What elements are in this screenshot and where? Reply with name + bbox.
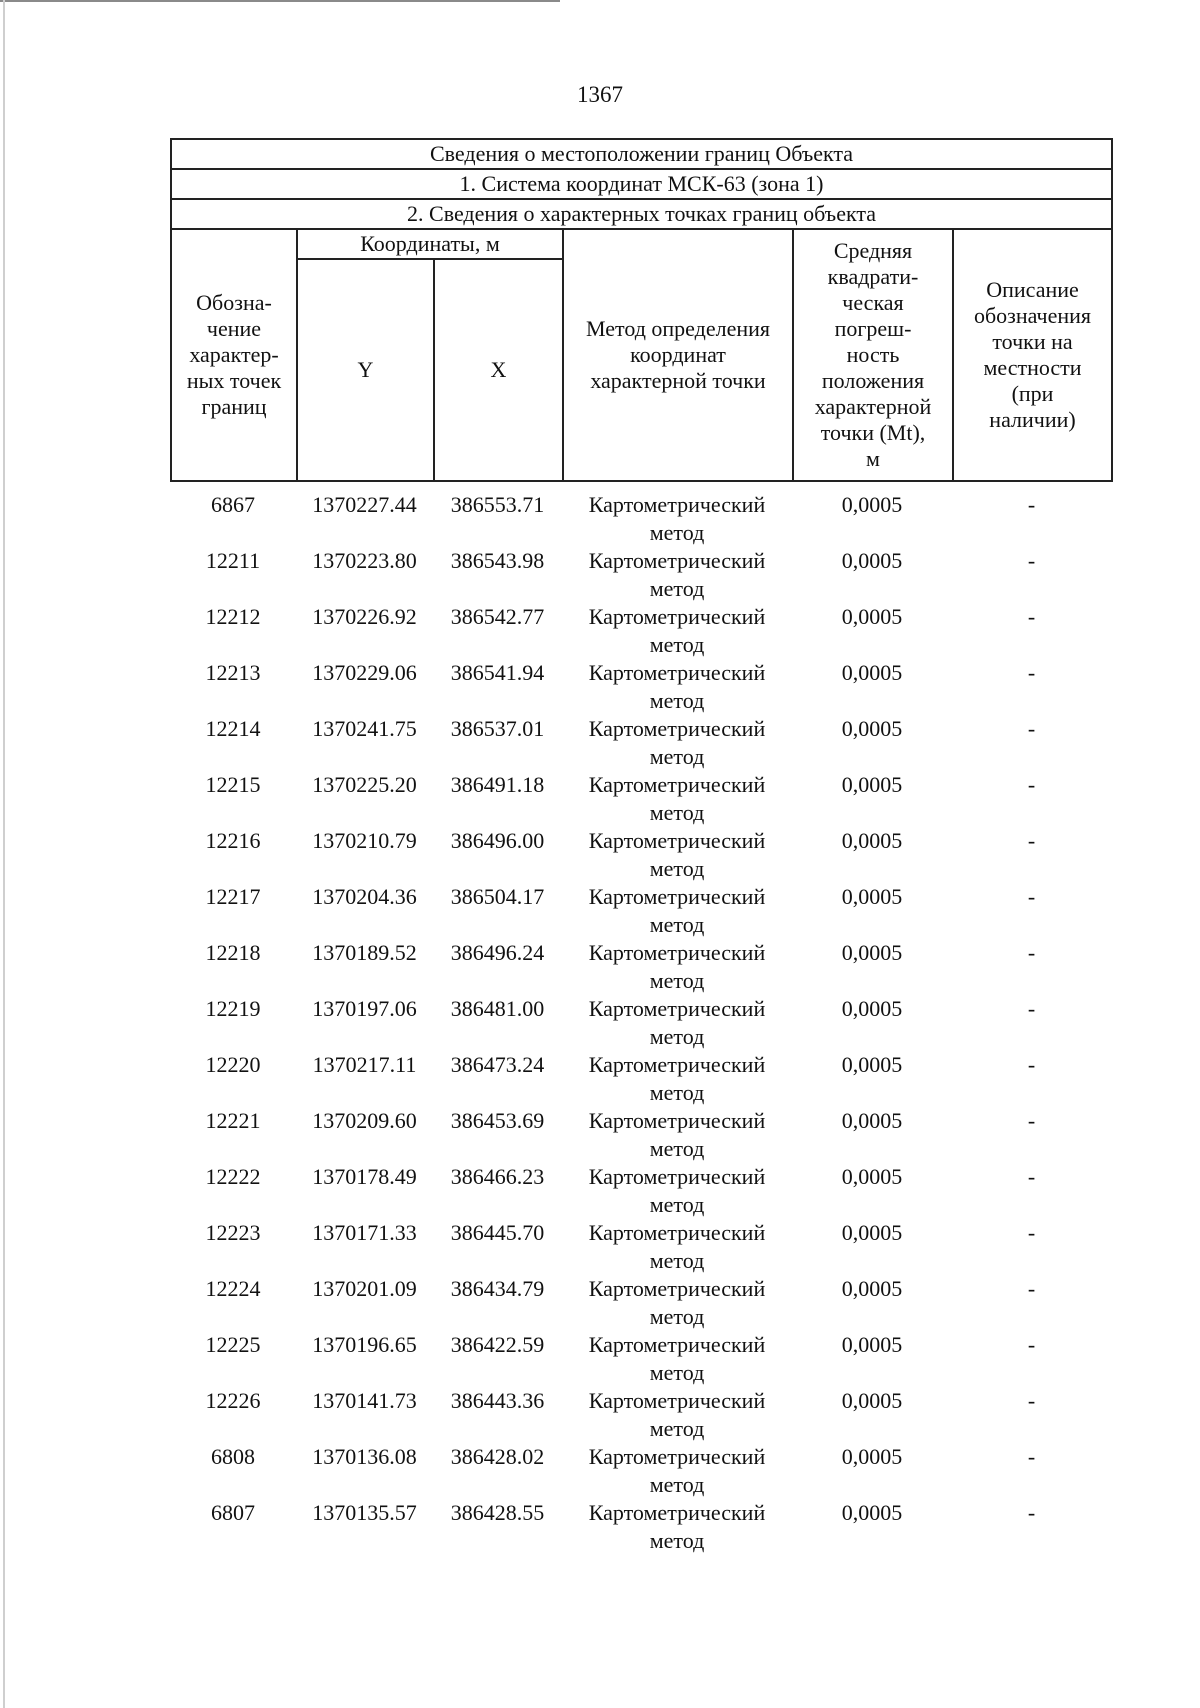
cell-description: - xyxy=(1027,1108,1036,1133)
cell-error: 0,0005 xyxy=(841,548,903,573)
scan-edge-top xyxy=(0,0,560,2)
cell-coord-y: 1370210.79 xyxy=(312,828,417,853)
cell-method: Картометрический метод xyxy=(588,716,766,769)
table-row xyxy=(170,547,1111,603)
cell-coord-y: 1370241.75 xyxy=(312,716,417,741)
cell-coord-x: 386537.01 xyxy=(450,716,545,741)
header-error: Средняя квадрати- ческая погреш- ность положения характерной точки (Mt), м xyxy=(793,229,953,481)
cell-error: 0,0005 xyxy=(841,996,903,1021)
table-row xyxy=(170,827,1111,883)
cell-point-id: 12224 xyxy=(205,1276,261,1301)
cell-error: 0,0005 xyxy=(841,1500,903,1525)
cell-coord-x: 386496.00 xyxy=(450,828,545,853)
cell-coord-x: 386541.94 xyxy=(450,660,545,685)
page-number: 1367 xyxy=(577,82,623,107)
cell-error: 0,0005 xyxy=(841,1108,903,1133)
coordinate-system-label: 1. Система координат МСК-63 (зона 1) xyxy=(171,169,1112,199)
cell-error: 0,0005 xyxy=(841,940,903,965)
cell-method: Картометрический метод xyxy=(588,1164,766,1217)
table-row xyxy=(170,1219,1111,1275)
cell-description: - xyxy=(1027,772,1036,797)
cell-error: 0,0005 xyxy=(841,604,903,629)
cell-coord-x: 386434.79 xyxy=(450,1276,545,1301)
cell-coord-y: 1370204.36 xyxy=(312,884,417,909)
cell-error: 0,0005 xyxy=(841,1164,903,1189)
table-row xyxy=(170,995,1111,1051)
cell-error: 0,0005 xyxy=(841,1444,903,1469)
table-body xyxy=(170,491,1111,1555)
table-row xyxy=(170,603,1111,659)
cell-description: - xyxy=(1027,1220,1036,1245)
cell-coord-y: 1370189.52 xyxy=(312,940,417,965)
table-row xyxy=(170,1499,1111,1555)
cell-point-id: 12212 xyxy=(205,604,261,629)
table-row xyxy=(170,883,1111,939)
cell-coord-x: 386466.23 xyxy=(450,1164,545,1189)
header-coordinates: Координаты, м xyxy=(297,229,563,259)
cell-point-id: 12226 xyxy=(205,1388,261,1413)
cell-error: 0,0005 xyxy=(841,1276,903,1301)
cell-description: - xyxy=(1027,884,1036,909)
cell-method: Картометрический метод xyxy=(588,940,766,993)
cell-point-id: 12213 xyxy=(205,660,261,685)
cell-description: - xyxy=(1027,492,1036,517)
cell-coord-y: 1370196.65 xyxy=(312,1332,417,1357)
cell-description: - xyxy=(1027,996,1036,1021)
cell-point-id: 12214 xyxy=(205,716,261,741)
cell-description: - xyxy=(1027,828,1036,853)
cell-error: 0,0005 xyxy=(841,492,903,517)
cell-point-id: 12223 xyxy=(205,1220,261,1245)
table-row xyxy=(170,659,1111,715)
cell-coord-y: 1370197.06 xyxy=(312,996,417,1021)
cell-method: Картометрический метод xyxy=(588,996,766,1049)
cell-coord-x: 386422.59 xyxy=(450,1332,545,1357)
cell-point-id: 6867 xyxy=(211,492,255,517)
cell-point-id: 12225 xyxy=(205,1332,261,1357)
cell-coord-y: 1370226.92 xyxy=(312,604,417,629)
cell-method: Картометрический метод xyxy=(588,1444,766,1497)
table-row xyxy=(170,771,1111,827)
cell-description: - xyxy=(1027,1276,1036,1301)
cell-method: Картометрический метод xyxy=(588,772,766,825)
cell-coord-y: 1370178.49 xyxy=(312,1164,417,1189)
cell-coord-y: 1370223.80 xyxy=(312,548,417,573)
cell-point-id: 12217 xyxy=(205,884,261,909)
cell-method: Картометрический метод xyxy=(588,884,766,937)
table-row xyxy=(170,491,1111,547)
cell-description: - xyxy=(1027,660,1036,685)
cell-error: 0,0005 xyxy=(841,772,903,797)
cell-coord-x: 386542.77 xyxy=(450,604,545,629)
cell-error: 0,0005 xyxy=(841,660,903,685)
cell-coord-y: 1370135.57 xyxy=(312,1500,417,1525)
cell-coord-x: 386428.02 xyxy=(450,1444,545,1469)
cell-coord-y: 1370227.44 xyxy=(312,492,417,517)
table-row xyxy=(170,1387,1111,1443)
cell-error: 0,0005 xyxy=(841,716,903,741)
cell-coord-y: 1370136.08 xyxy=(312,1444,417,1469)
cell-coord-x: 386553.71 xyxy=(450,492,545,517)
cell-point-id: 6808 xyxy=(211,1444,255,1469)
cell-description: - xyxy=(1027,604,1036,629)
header-description: Описание обозначения точки на местности (при наличии) xyxy=(953,229,1112,481)
cell-error: 0,0005 xyxy=(841,1332,903,1357)
header-x: X xyxy=(434,259,563,481)
cell-method: Картометрический метод xyxy=(588,1220,766,1273)
cell-description: - xyxy=(1027,940,1036,965)
cell-description: - xyxy=(1027,548,1036,573)
cell-method: Картометрический метод xyxy=(588,828,766,881)
cell-point-id: 12215 xyxy=(205,772,261,797)
cell-description: - xyxy=(1027,1500,1036,1525)
table-row xyxy=(170,1051,1111,1107)
header-y: Y xyxy=(297,259,434,481)
header-method: Метод определения координат характерной точки xyxy=(563,229,793,481)
cell-coord-y: 1370217.11 xyxy=(312,1052,417,1077)
cell-coord-x: 386543.98 xyxy=(450,548,545,573)
cell-coord-x: 386445.70 xyxy=(450,1220,545,1245)
cell-point-id: 12221 xyxy=(205,1108,261,1133)
cell-method: Картометрический метод xyxy=(588,1500,766,1553)
cell-point-id: 12222 xyxy=(205,1164,261,1189)
cell-description: - xyxy=(1027,1164,1036,1189)
cell-point-id: 12220 xyxy=(205,1052,261,1077)
table-row xyxy=(170,1107,1111,1163)
cell-point-id: 12211 xyxy=(205,548,261,573)
cell-coord-y: 1370201.09 xyxy=(312,1276,417,1301)
cell-coord-y: 1370171.33 xyxy=(312,1220,417,1245)
cell-error: 0,0005 xyxy=(841,1388,903,1413)
cell-description: - xyxy=(1027,1332,1036,1357)
table-row xyxy=(170,1275,1111,1331)
cell-error: 0,0005 xyxy=(841,884,903,909)
cell-description: - xyxy=(1027,1052,1036,1077)
cell-coord-y: 1370225.20 xyxy=(312,772,417,797)
cell-method: Картометрический метод xyxy=(588,660,766,713)
cell-description: - xyxy=(1027,716,1036,741)
table-row xyxy=(170,1163,1111,1219)
cell-coord-x: 386496.24 xyxy=(450,940,545,965)
cell-coord-y: 1370141.73 xyxy=(312,1388,417,1413)
header-point: Обозна- чение характер- ных точек границ xyxy=(171,229,297,481)
cell-method: Картометрический метод xyxy=(588,1276,766,1329)
cell-description: - xyxy=(1027,1444,1036,1469)
cell-point-id: 12218 xyxy=(205,940,261,965)
cell-coord-x: 386491.18 xyxy=(450,772,545,797)
cell-point-id: 12216 xyxy=(205,828,261,853)
cell-coord-x: 386453.69 xyxy=(450,1108,545,1133)
table-row xyxy=(170,939,1111,995)
boundary-table-header xyxy=(170,138,1113,482)
cell-coord-y: 1370229.06 xyxy=(312,660,417,685)
cell-point-id: 12219 xyxy=(205,996,261,1021)
cell-method: Картометрический метод xyxy=(588,1388,766,1441)
table-title: Сведения о местоположении границ Объекта xyxy=(171,139,1112,169)
cell-coord-x: 386481.00 xyxy=(450,996,545,1021)
table-row xyxy=(170,715,1111,771)
cell-error: 0,0005 xyxy=(841,828,903,853)
cell-coord-y: 1370209.60 xyxy=(312,1108,417,1133)
cell-coord-x: 386443.36 xyxy=(450,1388,545,1413)
cell-error: 0,0005 xyxy=(841,1052,903,1077)
cell-method: Картометрический метод xyxy=(588,604,766,657)
cell-method: Картометрический метод xyxy=(588,1052,766,1105)
cell-coord-x: 386473.24 xyxy=(450,1052,545,1077)
cell-method: Картометрический метод xyxy=(588,492,766,545)
cell-point-id: 6807 xyxy=(211,1500,255,1525)
section-label: 2. Сведения о характерных точках границ объекта xyxy=(171,199,1112,229)
cell-description: - xyxy=(1027,1388,1036,1413)
cell-method: Картометрический метод xyxy=(588,1108,766,1161)
table-row xyxy=(170,1443,1111,1499)
cell-coord-x: 386504.17 xyxy=(450,884,545,909)
scan-edge-left xyxy=(3,0,5,1708)
table-row xyxy=(170,1331,1111,1387)
cell-method: Картометрический метод xyxy=(588,1332,766,1385)
cell-method: Картометрический метод xyxy=(588,548,766,601)
cell-coord-x: 386428.55 xyxy=(450,1500,545,1525)
cell-error: 0,0005 xyxy=(841,1220,903,1245)
